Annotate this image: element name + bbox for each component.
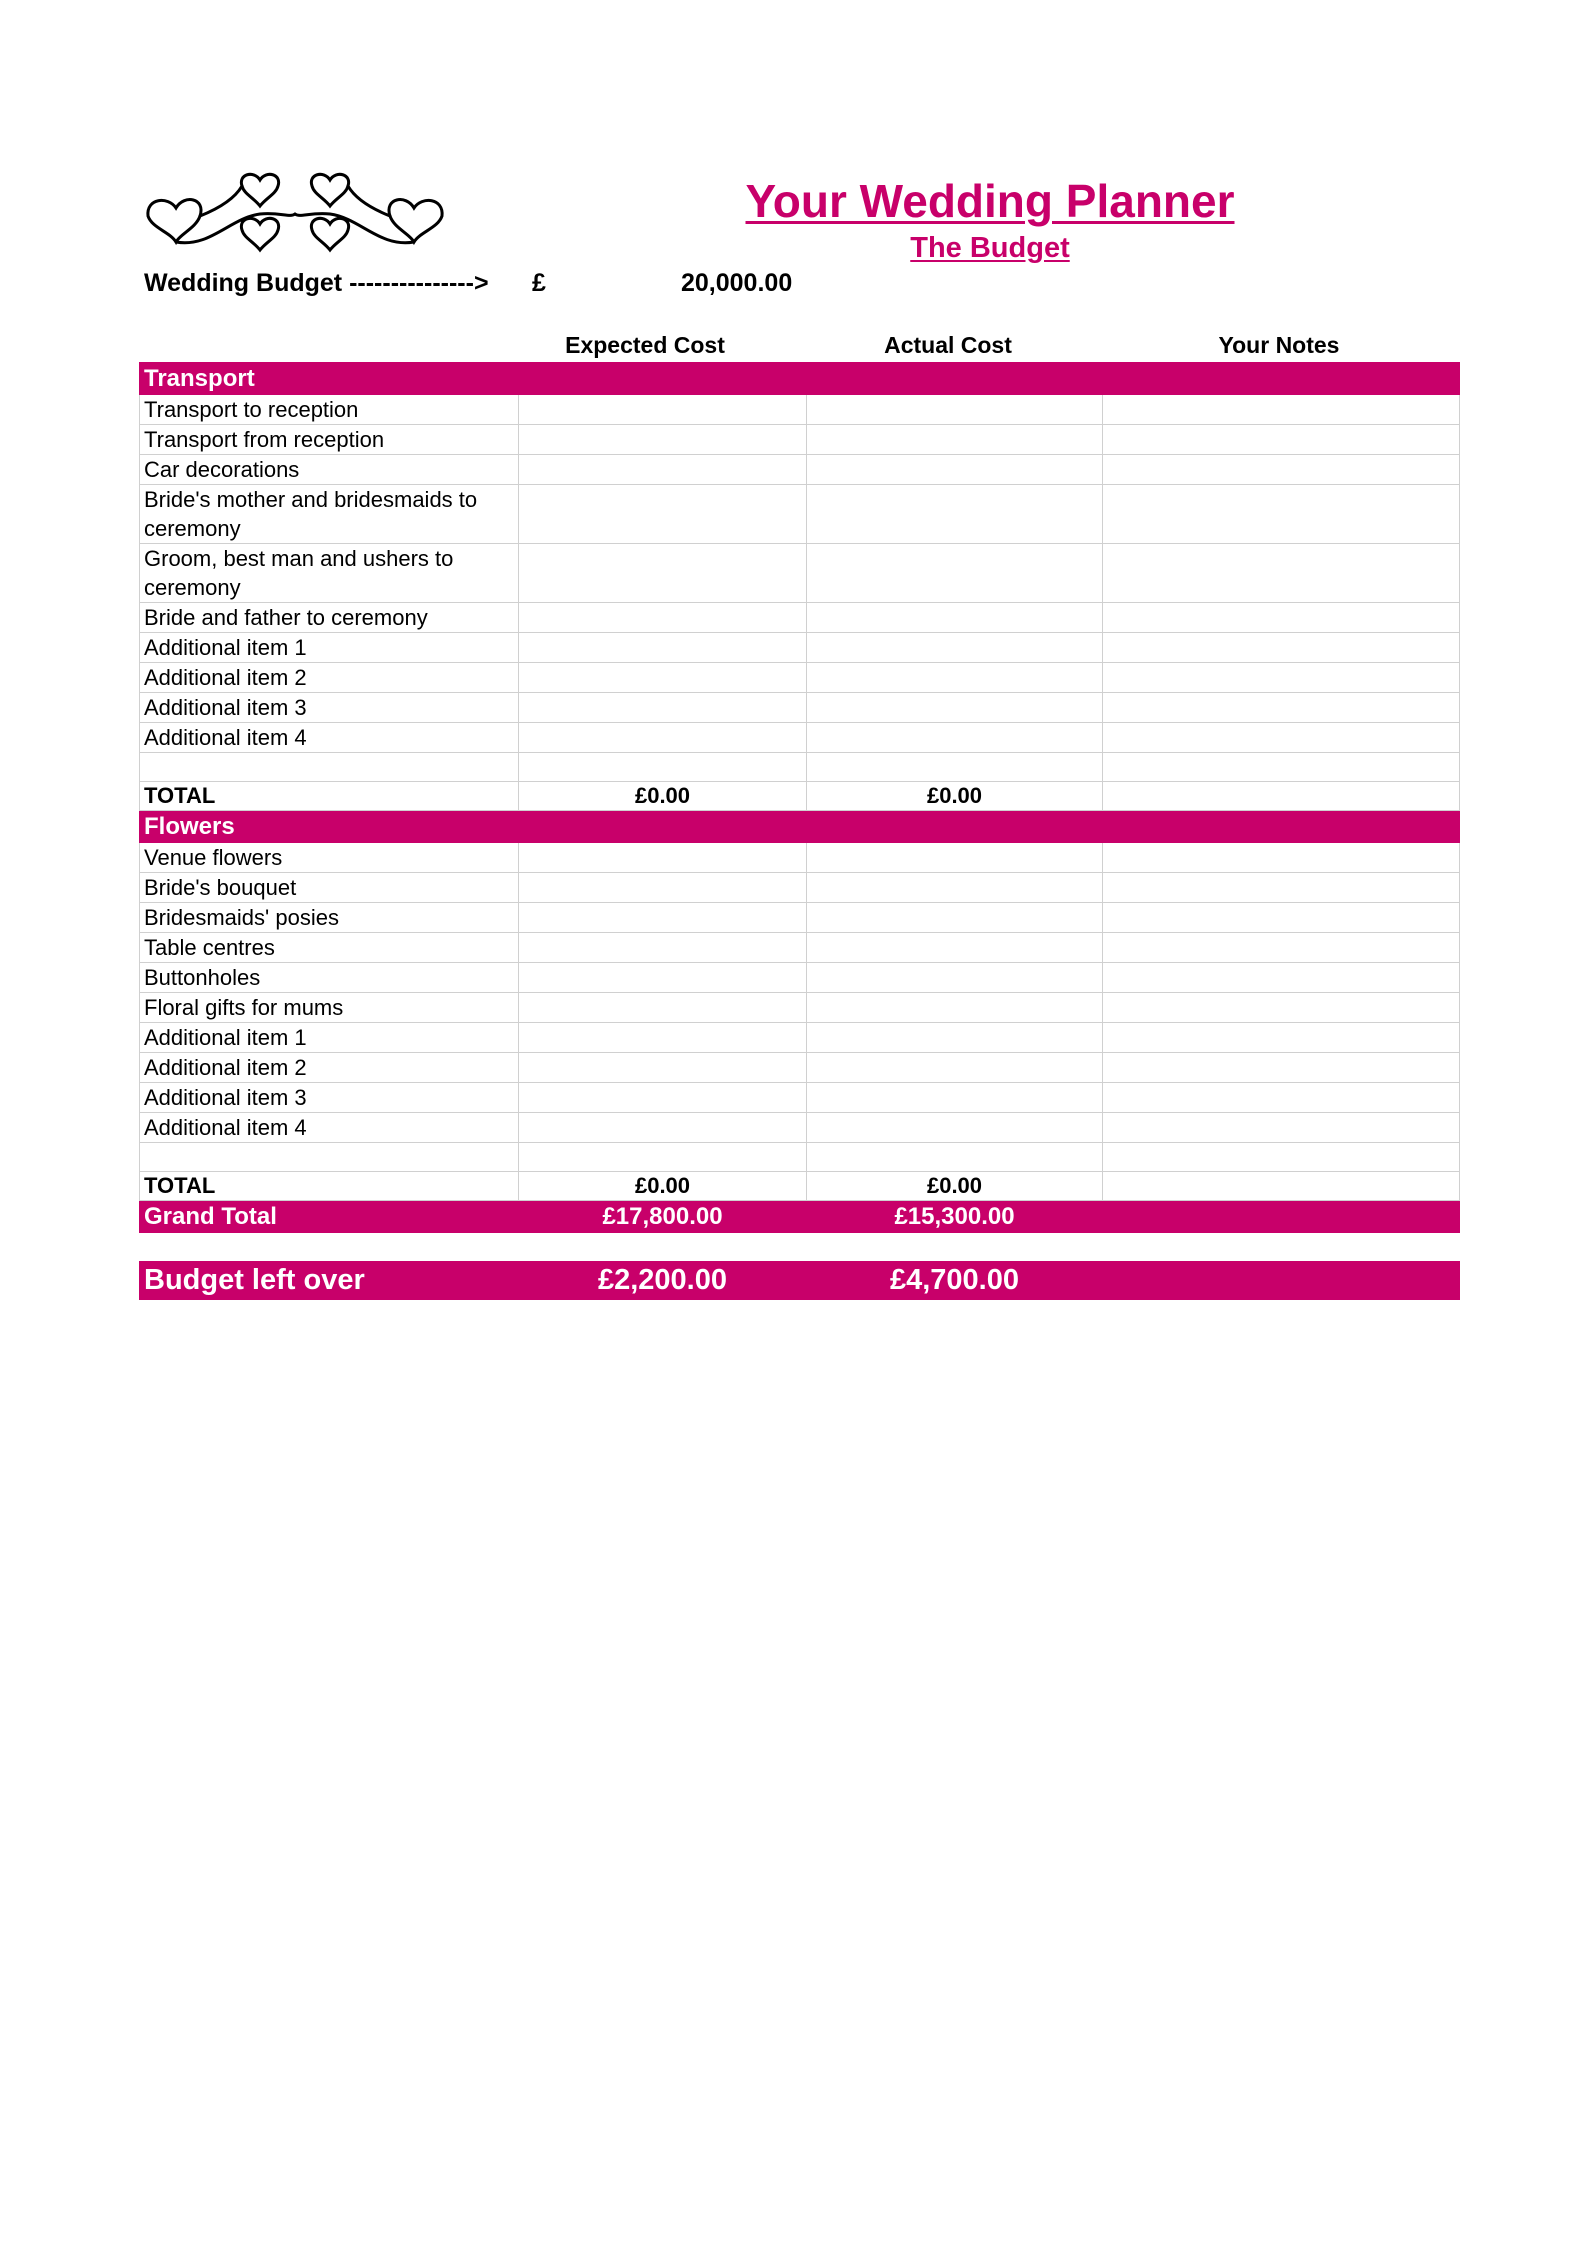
actual-cell[interactable] [807, 425, 1103, 455]
item-label: Table centres [140, 933, 519, 963]
notes-cell[interactable] [1103, 663, 1460, 693]
table-row [140, 723, 1460, 753]
wedding-budget-currency: £ [532, 269, 546, 297]
item-label: Floral gifts for mums [140, 993, 519, 1023]
notes-cell[interactable] [1103, 843, 1460, 873]
expected-cell[interactable] [519, 873, 807, 903]
table-row [140, 843, 1460, 873]
notes-cell[interactable] [1103, 1113, 1460, 1143]
item-label: Additional item 1 [140, 1023, 519, 1053]
notes-cell[interactable] [1103, 395, 1460, 425]
section-header-flowers [140, 811, 1460, 843]
leftover-expected: £2,200.00 [519, 1262, 807, 1300]
actual-cell[interactable] [807, 603, 1103, 633]
table-row [140, 1083, 1460, 1113]
section-title: Transport [140, 363, 1460, 395]
actual-cell[interactable] [807, 723, 1103, 753]
actual-cell[interactable] [807, 843, 1103, 873]
grand-total-notes [1103, 1201, 1460, 1233]
wedding-budget-label: Wedding Budget ---------------> [144, 269, 489, 297]
page-title: Your Wedding Planner [745, 175, 1235, 227]
table-row [140, 395, 1460, 425]
item-label: Transport from reception [140, 425, 519, 455]
column-header-expected: Expected Cost [565, 332, 725, 358]
notes-cell[interactable] [1103, 425, 1460, 455]
empty-cell[interactable] [140, 1143, 519, 1172]
notes-cell[interactable] [1103, 723, 1460, 753]
notes-cell[interactable] [1103, 873, 1460, 903]
table-row-empty [140, 1143, 1460, 1172]
notes-cell[interactable] [1103, 753, 1460, 782]
table-row-empty [140, 753, 1460, 782]
table-row [140, 633, 1460, 663]
expected-cell[interactable] [519, 1113, 807, 1143]
page-subtitle: The Budget [910, 232, 1070, 264]
expected-cell[interactable] [519, 485, 807, 544]
actual-cell[interactable] [807, 633, 1103, 663]
table-row [140, 663, 1460, 693]
total-row-transport [140, 782, 1460, 811]
expected-cell[interactable] [519, 1083, 807, 1113]
expected-cell[interactable] [519, 693, 807, 723]
actual-cell[interactable] [807, 693, 1103, 723]
item-label: Car decorations [140, 455, 519, 485]
actual-cell[interactable] [807, 485, 1103, 544]
total-expected: £0.00 [519, 782, 807, 811]
expected-cell[interactable] [519, 903, 807, 933]
notes-cell[interactable] [1103, 963, 1460, 993]
actual-cell[interactable] [807, 873, 1103, 903]
wedding-budget-amount[interactable]: 20,000.00 [681, 269, 793, 297]
expected-cell[interactable] [519, 843, 807, 873]
notes-cell[interactable] [1103, 633, 1460, 663]
actual-cell[interactable] [807, 663, 1103, 693]
item-label: Bridesmaids' posies [140, 903, 519, 933]
table-row [140, 693, 1460, 723]
actual-cell[interactable] [807, 1143, 1103, 1172]
table-row [140, 455, 1460, 485]
actual-cell[interactable] [807, 455, 1103, 485]
actual-cell[interactable] [807, 1053, 1103, 1083]
expected-cell[interactable] [519, 963, 807, 993]
table-row [140, 603, 1460, 633]
expected-cell[interactable] [519, 1053, 807, 1083]
table-row [140, 544, 1460, 603]
notes-cell[interactable] [1103, 693, 1460, 723]
table-row [140, 1023, 1460, 1053]
table-row [140, 485, 1460, 544]
table-row [140, 993, 1460, 1023]
item-label: Additional item 2 [140, 663, 519, 693]
total-expected: £0.00 [519, 1172, 807, 1201]
hearts-ornament-icon [140, 168, 450, 258]
item-label: Additional item 1 [140, 633, 519, 663]
item-label: Bride's mother and bridesmaids to ceremony [140, 485, 519, 544]
column-header-actual: Actual Cost [884, 332, 1012, 358]
expected-cell[interactable] [519, 425, 807, 455]
leftover-label: Budget left over [140, 1262, 519, 1300]
actual-cell[interactable] [807, 544, 1103, 603]
actual-cell[interactable] [807, 395, 1103, 425]
notes-cell[interactable] [1103, 993, 1460, 1023]
item-label: Additional item 2 [140, 1053, 519, 1083]
total-label: TOTAL [140, 782, 519, 811]
actual-cell[interactable] [807, 963, 1103, 993]
table-row [140, 933, 1460, 963]
item-label: Venue flowers [140, 843, 519, 873]
actual-cell[interactable] [807, 753, 1103, 782]
total-actual: £0.00 [807, 1172, 1103, 1201]
grand-total-row [140, 1201, 1460, 1233]
item-label: Additional item 4 [140, 723, 519, 753]
notes-cell[interactable] [1103, 603, 1460, 633]
actual-cell[interactable] [807, 933, 1103, 963]
item-label: Bride and father to ceremony [140, 603, 519, 633]
table-row [140, 963, 1460, 993]
budget-left-over-row [140, 1262, 1460, 1300]
spacer-row [140, 1233, 1460, 1262]
notes-cell[interactable] [1103, 485, 1460, 544]
expected-cell[interactable] [519, 663, 807, 693]
notes-cell[interactable] [1103, 782, 1460, 811]
leftover-actual: £4,700.00 [807, 1262, 1103, 1300]
actual-cell[interactable] [807, 1023, 1103, 1053]
table-row [140, 425, 1460, 455]
item-label: Groom, best man and ushers to ceremony [140, 544, 519, 603]
empty-cell[interactable] [140, 753, 519, 782]
item-label: Buttonholes [140, 963, 519, 993]
expected-cell[interactable] [519, 603, 807, 633]
table-row [140, 1053, 1460, 1083]
expected-cell[interactable] [519, 1143, 807, 1172]
notes-cell[interactable] [1103, 933, 1460, 963]
spacer-cell [140, 1233, 1460, 1262]
notes-cell[interactable] [1103, 455, 1460, 485]
table-row [140, 1113, 1460, 1143]
expected-cell[interactable] [519, 933, 807, 963]
notes-cell[interactable] [1103, 1053, 1460, 1083]
expected-cell[interactable] [519, 455, 807, 485]
total-row-flowers [140, 1172, 1460, 1201]
total-actual: £0.00 [807, 782, 1103, 811]
item-label: Additional item 3 [140, 1083, 519, 1113]
item-label: Additional item 3 [140, 693, 519, 723]
grand-total-actual: £15,300.00 [807, 1201, 1103, 1233]
notes-cell[interactable] [1103, 544, 1460, 603]
table-row [140, 873, 1460, 903]
table-row [140, 903, 1460, 933]
total-label: TOTAL [140, 1172, 519, 1201]
notes-cell[interactable] [1103, 1143, 1460, 1172]
expected-cell[interactable] [519, 753, 807, 782]
actual-cell[interactable] [807, 993, 1103, 1023]
notes-cell[interactable] [1103, 1172, 1460, 1201]
item-label: Bride's bouquet [140, 873, 519, 903]
notes-cell[interactable] [1103, 903, 1460, 933]
actual-cell[interactable] [807, 1113, 1103, 1143]
expected-cell[interactable] [519, 1023, 807, 1053]
expected-cell[interactable] [519, 544, 807, 603]
item-label: Transport to reception [140, 395, 519, 425]
notes-cell[interactable] [1103, 1023, 1460, 1053]
actual-cell[interactable] [807, 903, 1103, 933]
expected-cell[interactable] [519, 633, 807, 663]
actual-cell[interactable] [807, 1083, 1103, 1113]
expected-cell[interactable] [519, 993, 807, 1023]
expected-cell[interactable] [519, 395, 807, 425]
leftover-notes [1103, 1262, 1460, 1300]
expected-cell[interactable] [519, 723, 807, 753]
notes-cell[interactable] [1103, 1083, 1460, 1113]
budget-table [139, 362, 1460, 1300]
column-header-notes: Your Notes [1218, 332, 1340, 358]
grand-total-expected: £17,800.00 [519, 1201, 807, 1233]
grand-total-label: Grand Total [140, 1201, 519, 1233]
section-header-transport [140, 363, 1460, 395]
item-label: Additional item 4 [140, 1113, 519, 1143]
section-title: Flowers [140, 811, 1460, 843]
